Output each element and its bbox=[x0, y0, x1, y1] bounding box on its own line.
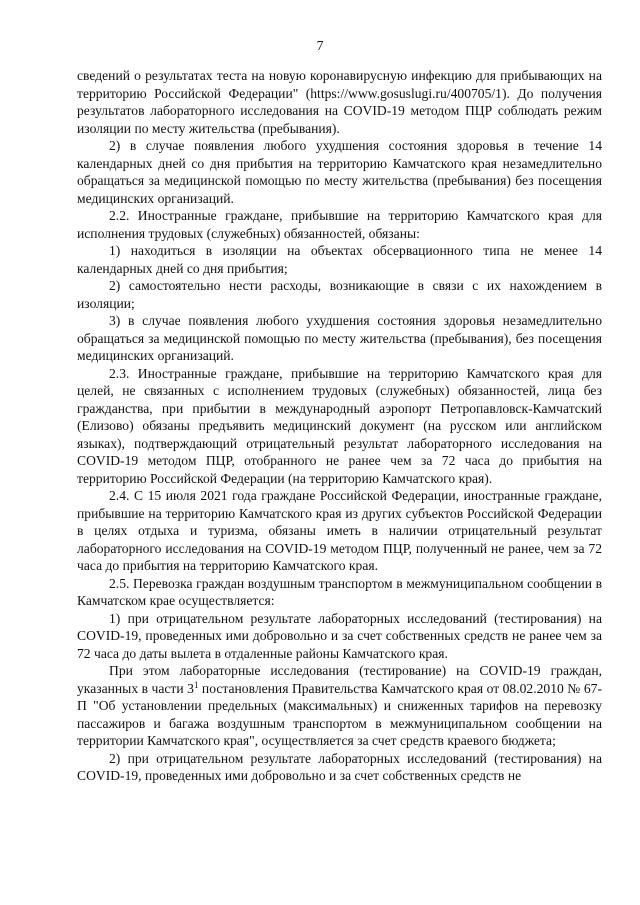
paragraph-2-5-item-2: 2) при отрицательном результате лабораторных исследований (тестирования) на COVID-19, проведенных ими добровольно и за счет собственных средств не bbox=[77, 750, 602, 783]
page-number: 7 bbox=[316, 38, 324, 53]
paragraph-2-5: 2.5. Перевозка граждан воздушным транспортом в межмуниципальном сообщении в Камчатском крае осуществляется: bbox=[77, 575, 602, 608]
funding-note-text-before: При этом лабораторные исследования (тестирование) на COVID-19 граждан, указанных в части 3 bbox=[77, 663, 602, 696]
paragraph-2-2-item-1: 1) находиться в изоляции на объектах обсервационного типа не менее 14 календарных дней со дня прибытия; bbox=[77, 243, 602, 276]
paragraph-continuation: сведений о результатах теста на новую коронавирусную инфекцию для прибывающих на территорию Российской Федерации" (https://www.gosuslugi.ru/400705/1). До получения результатов лабораторного исследования на COVID-19 методом ПЦР соблюдать режим изоляции по месту жительства (пребывания). bbox=[77, 68, 602, 136]
document-body bbox=[77, 67, 602, 785]
paragraph-2-4: 2.4. С 15 июля 2021 года граждане Российской Федерации, иностранные граждане, прибывшие на территорию Камчатского края из других субъектов Российской Федерации в целях отдыха и туризма, обязаны иметь в наличии отрицательный результат лабораторного исследования на COVID-19 методом ПЦР, полученный не ранее, чем за 72 часа до прибытия на территорию Камчатского края. bbox=[77, 488, 602, 573]
paragraph-2-2: 2.2. Иностранные граждане, прибывшие на территорию Камчатского края для исполнения трудовых (служебных) обязанностей, обязаны: bbox=[77, 208, 602, 241]
paragraph-2-3: 2.3. Иностранные граждане, прибывшие на территорию Камчатского края для целей, не связанных с исполнением трудовых (служебных) обязанностей, лица без гражданства, при прибытии в международный аэропорт Петропавловск-Камчатский (Елизово) обязаны предъявить медицинский документ (на русском или английском языках), подтверждающий отрицательный результат лабораторного исследования на COVID-19 методом ПЦР, отобранного не ранее чем за 72 часа до прибытия на территорию Российской Федерации (на территорию Камчатского края). bbox=[77, 365, 602, 486]
superscript-one: 1 bbox=[193, 679, 199, 690]
paragraph-2-2-item-3: 3) в случае появления любого ухудшения состояния здоровья незамедлительно обращаться за медицинской помощью по месту жительства (пребывания), без посещения медицинских организаций. bbox=[77, 313, 602, 363]
paragraph-2-2-item-2: 2) самостоятельно нести расходы, возникающие в связи с их нахождением в изоляции; bbox=[77, 278, 602, 311]
paragraph-item-2-health: 2) в случае появления любого ухудшения состояния здоровья в течение 14 календарных дней со дня прибытия на территорию Камчатского края незамедлительно обращаться за медицинской помощью по месту жительства (пребывания) без посещения медицинских организаций. bbox=[77, 138, 602, 206]
paragraph-funding-note bbox=[77, 662, 602, 750]
funding-note-text-after: постановления Правительства Камчатского края от 08.02.2010 № 67-П "Об установлении предельных (максимальных) и сниженных тарифов на перевозку пассажиров и багажа воздушным транспортом в межмуниципальном сообщении на территории Камчатского края", осуществляется за счет средств краевого бюджета; bbox=[77, 680, 602, 748]
paragraph-2-5-item-1: 1) при отрицательном результате лабораторных исследований (тестирования) на COVID-19, проведенных ими добровольно и за счет собственных средств не ранее чем за 72 часа до даты вылета в отдаленные районы Камчатского края. bbox=[77, 610, 602, 661]
